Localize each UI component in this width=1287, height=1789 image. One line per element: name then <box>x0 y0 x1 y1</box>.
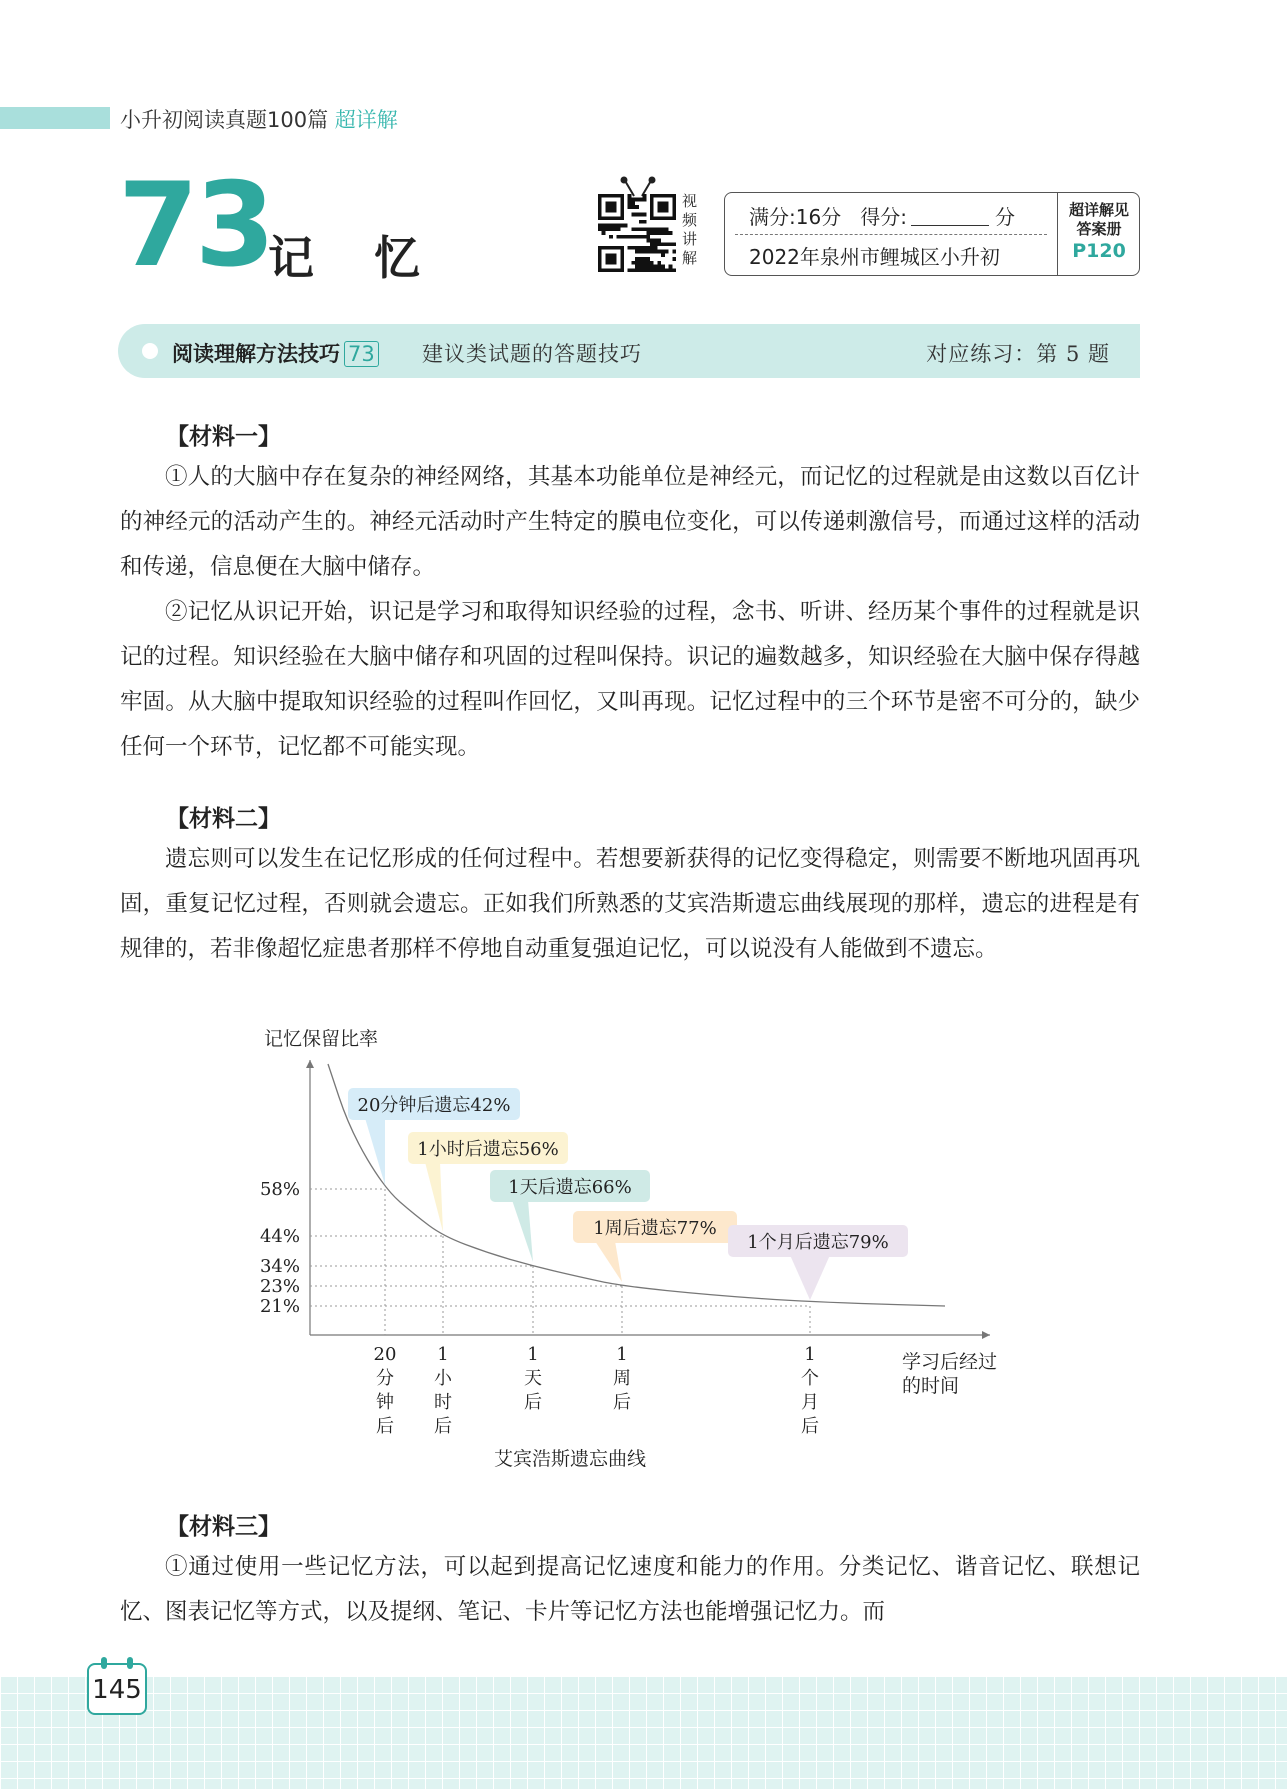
callout-pointer <box>512 1200 533 1262</box>
answer-ref-line1: 超详解见 <box>1068 201 1129 219</box>
x-axis-label: 学习后经过 <box>902 1351 998 1373</box>
series-prefix: 小升初阅读真题100篇 <box>120 108 329 132</box>
banner-subtitle: 建议类试题的答题技巧 <box>422 342 642 366</box>
y-tick-label: 21% <box>259 1296 300 1317</box>
page-number: 145 <box>92 1675 142 1705</box>
score-divider <box>735 234 1047 235</box>
qr-code-icon[interactable] <box>598 194 676 272</box>
x-tick-label: 1 <box>437 1344 449 1365</box>
header-color-strip <box>0 107 110 129</box>
x-axis-label: 的时间 <box>902 1375 960 1397</box>
material1-paragraph2: ②记忆从识记开始，识记是学习和取得知识经验的过程，念书、听讲、经历某个事件的过程就是识记的过程。知识经验在大脑中储存和巩固的过程叫保持。识记的遍数越多，知识经验在大脑中保存得越牢固。从大脑中提取知识经验的过程叫作回忆，又叫再现。记忆过程中的三个环节是密不可分的，缺少任何一个环节，记忆都不可能实现。 <box>120 599 1140 760</box>
method-banner <box>118 324 1140 378</box>
banner-dot-icon <box>142 343 158 359</box>
calendar-ring-icon <box>101 1657 107 1669</box>
score-label: 得分: <box>860 205 908 229</box>
material1-paragraph1: ①人的大脑中存在复杂的神经网络，其基本功能单位是神经元，而记忆的过程就是由这数以百亿计的神经元的活动产生的。神经元活动时产生特定的膜电位变化，可以传递刺激信号，而通过这样的活动和传递，信息便在大脑中储存。 <box>120 464 1140 580</box>
callout-pointer <box>365 1118 385 1185</box>
score-line <box>749 201 1015 230</box>
callout-label: 1天后遗忘66% <box>508 1177 632 1198</box>
x-tick-label: 钟 <box>376 1392 394 1413</box>
calendar-ring-icon <box>127 1657 133 1669</box>
callout-label: 1周后遗忘77% <box>593 1218 717 1239</box>
x-tick-label: 后 <box>434 1416 452 1437</box>
x-tick-label: 时 <box>434 1392 452 1413</box>
series-title <box>120 104 398 134</box>
banner-title-text: 阅读理解方法技巧 <box>172 342 340 366</box>
x-tick-label: 后 <box>801 1416 819 1437</box>
score-box <box>724 192 1140 276</box>
material3-heading: 【材料三】 <box>166 1514 281 1540</box>
y-axis-arrow-icon <box>306 1060 314 1068</box>
answer-ref-line2: 答案册 <box>1076 220 1122 238</box>
x-tick-label: 20 <box>373 1344 397 1365</box>
material2-paragraph1: 遗忘则可以发生在记忆形成的任何过程中。若想要新获得的记忆变得稳定，则需要不断地巩固再巩固，重复记忆过程，否则就会遗忘。正如我们所熟悉的艾宾浩斯遗忘曲线展现的那样，遗忘的进程是有规律的，若非像超忆症患者那样不停地自动重复强迫记忆，可以说没有人能做到不遗忘。 <box>120 846 1140 962</box>
exam-source: 2022年泉州市鲤城区小升初 <box>749 245 1000 269</box>
footer-grid <box>0 1676 1287 1789</box>
banner-title <box>172 338 379 368</box>
forgetting-curve-chart <box>230 1020 1030 1480</box>
callout-label: 1个月后遗忘79% <box>747 1232 889 1253</box>
x-tick-label: 后 <box>524 1392 542 1413</box>
x-tick-label: 1 <box>804 1344 816 1365</box>
x-tick-label: 月 <box>801 1392 819 1413</box>
answer-page: P120 <box>1072 240 1126 262</box>
qr-video-label: 视频讲解 <box>682 192 698 267</box>
y-tick-label: 58% <box>259 1179 300 1200</box>
y-tick-label: 23% <box>259 1276 300 1297</box>
banner-practice: 对应练习：第 5 题 <box>926 342 1110 366</box>
score-info <box>725 193 1058 275</box>
material3-paragraph1: ①通过使用一些记忆方法，可以起到提高记忆速度和能力的作用。分类记忆、谐音记忆、联想记忆、图表记忆等方式，以及提纲、笔记、卡片等记忆方法也能增强记忆力。而 <box>120 1554 1140 1625</box>
x-tick-label: 周 <box>613 1368 631 1389</box>
y-axis-label: 记忆保留比率 <box>264 1028 379 1050</box>
callout-label: 20分钟后遗忘42% <box>357 1095 511 1116</box>
x-tick-label: 个 <box>801 1368 819 1389</box>
lesson-number: 73 <box>118 158 272 293</box>
x-tick-label: 后 <box>376 1416 394 1437</box>
x-tick-label: 天 <box>524 1368 542 1389</box>
lesson-title: 记 忆 <box>268 231 443 285</box>
callout-pointer <box>425 1162 443 1232</box>
full-score: 满分:16分 <box>749 205 842 229</box>
callout-pointer <box>595 1241 622 1282</box>
y-tick-label: 34% <box>259 1256 300 1277</box>
x-tick-label: 小 <box>434 1368 452 1389</box>
answer-reference <box>1059 193 1139 275</box>
callout-pointer <box>790 1255 830 1300</box>
chart-title: 艾宾浩斯遗忘曲线 <box>493 1448 647 1470</box>
callout-label: 1小时后遗忘56% <box>417 1139 559 1160</box>
page-number-badge <box>87 1663 147 1715</box>
series-accent: 超详解 <box>334 108 398 132</box>
x-tick-label: 后 <box>613 1392 631 1413</box>
material2-heading: 【材料二】 <box>166 806 281 832</box>
x-tick-label: 1 <box>616 1344 628 1365</box>
material1-heading: 【材料一】 <box>166 424 281 450</box>
score-blank-field[interactable] <box>911 208 989 226</box>
x-axis-arrow-icon <box>982 1331 990 1339</box>
y-tick-label: 44% <box>259 1226 300 1247</box>
banner-number: 73 <box>344 341 379 367</box>
x-tick-label: 1 <box>527 1344 539 1365</box>
x-tick-label: 分 <box>376 1368 394 1389</box>
score-unit: 分 <box>995 205 1016 229</box>
